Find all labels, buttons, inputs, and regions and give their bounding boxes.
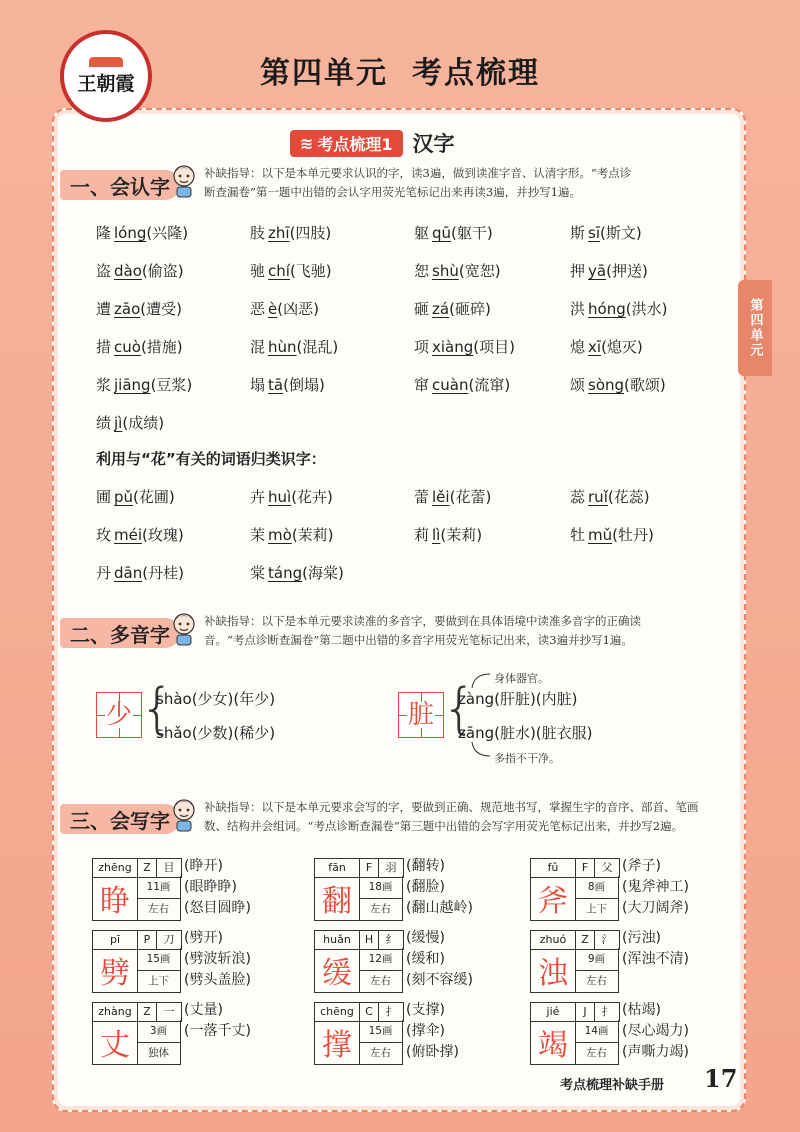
word-item — [96, 412, 164, 433]
word-item — [250, 562, 344, 583]
word-item — [96, 374, 192, 395]
card-initial: H — [360, 931, 379, 949]
card-word: (鬼斧神工) — [622, 879, 689, 895]
word-pinyin: xī — [588, 338, 602, 356]
card-word: (声嘶力竭) — [622, 1044, 689, 1060]
word-pinyin: lěi — [432, 488, 450, 506]
card-pinyin: huǎn — [315, 931, 360, 949]
wave-icon: ≋ — [300, 133, 314, 153]
card-word: (撑伞) — [406, 1023, 445, 1039]
word-char: 隆 — [96, 224, 112, 242]
word-item — [570, 486, 650, 507]
word-item — [414, 524, 482, 545]
card-structure: 左右 — [575, 1042, 619, 1065]
student-icon — [170, 612, 198, 646]
card-word: (大刀阔斧) — [622, 900, 689, 916]
part3-note — [204, 798, 699, 836]
card-words — [622, 928, 689, 970]
word-example: (歌颂) — [624, 376, 666, 394]
card-word: (劈头盖脸) — [184, 972, 251, 988]
word-pinyin: táng — [268, 564, 303, 582]
card-word: (刻不容缓) — [406, 972, 473, 988]
word-char: 蕊 — [570, 488, 586, 506]
word-char: 项 — [414, 338, 430, 356]
writing-card — [530, 1002, 730, 1068]
card-word: (劈波斩浪) — [184, 951, 251, 967]
word-item — [570, 298, 667, 319]
card-word: (枯竭) — [622, 1002, 661, 1018]
word-char: 砸 — [414, 300, 430, 318]
word-item — [570, 336, 643, 357]
student-icon — [170, 798, 198, 832]
polyphone-reading: zàng(肝脏)(内脏) — [458, 690, 578, 708]
word-item — [96, 486, 175, 507]
word-pinyin: dān — [114, 564, 143, 582]
page-number: 17 — [704, 1064, 738, 1093]
word-example: (飞驰) — [289, 262, 332, 280]
card-radical: 纟 — [385, 933, 397, 946]
page-title — [0, 48, 800, 92]
word-pinyin: lì — [432, 526, 441, 544]
word-item — [414, 260, 501, 281]
card-structure: 上下 — [137, 970, 181, 993]
word-char: 措 — [96, 338, 112, 356]
word-example: (遭受) — [140, 300, 182, 318]
card-strokes: 15画 — [137, 948, 181, 971]
word-pinyin: huì — [268, 488, 292, 506]
word-item — [414, 336, 515, 357]
card-initial: Z — [138, 859, 157, 877]
word-item — [414, 298, 491, 319]
card-character: 缓 — [314, 948, 360, 993]
part3-note-line: 补缺指导：以下是本单元要求会写的字，要做到正确、规范地书写，掌握生字的音序、部首、笔画 — [204, 800, 699, 814]
word-example: (四肢) — [289, 224, 332, 242]
card-initial: F — [576, 859, 595, 877]
word-example: (花蕾) — [449, 488, 492, 506]
unit-title: 第四单元 — [260, 56, 388, 91]
word-example: (措施) — [140, 338, 183, 356]
card-pinyin: jié — [531, 1003, 576, 1021]
word-item — [96, 336, 183, 357]
word-example: (成绩) — [122, 414, 165, 432]
word-item — [414, 486, 491, 507]
word-char: 熄 — [570, 338, 586, 356]
word-example: (茉莉) — [440, 526, 483, 544]
section-banner — [290, 128, 455, 158]
part2-note — [204, 612, 641, 650]
card-strokes: 8画 — [575, 876, 619, 899]
card-strokes: 18画 — [359, 876, 403, 899]
word-char: 圃 — [96, 488, 112, 506]
card-strokes: 15画 — [359, 1020, 403, 1043]
card-strokes: 12画 — [359, 948, 403, 971]
card-pinyin: zhàng — [93, 1003, 138, 1021]
card-pinyin: pī — [93, 931, 138, 949]
word-pinyin: shù — [432, 262, 459, 280]
word-char: 莉 — [414, 526, 430, 544]
word-example: (宽恕) — [458, 262, 501, 280]
word-example: (牡丹) — [612, 526, 654, 544]
card-word: (尽心竭力) — [622, 1023, 689, 1039]
polyphone-char-box — [398, 692, 444, 738]
card-word: (丈量) — [184, 1002, 223, 1018]
word-char: 卉 — [250, 488, 266, 506]
card-word: (斧子) — [622, 858, 661, 874]
word-item — [96, 222, 188, 243]
word-example: (海棠) — [302, 564, 344, 582]
card-radical: 氵 — [601, 933, 613, 946]
word-char: 绩 — [96, 414, 112, 432]
word-example: (流窜) — [468, 376, 511, 394]
writing-card — [530, 930, 730, 996]
part3-label: 三、会写字 — [60, 804, 180, 834]
word-item — [570, 374, 666, 395]
card-strokes: 3画 — [137, 1020, 181, 1043]
student-icon — [170, 164, 198, 198]
polyphone-char-box — [96, 692, 142, 738]
card-strokes: 9画 — [575, 948, 619, 971]
word-example: (丹桂) — [142, 564, 184, 582]
word-char: 茉 — [250, 526, 266, 544]
word-item — [250, 524, 334, 545]
hint-bottom: 多指不干净。 — [494, 752, 560, 765]
card-strokes: 14画 — [575, 1020, 619, 1043]
word-char: 浆 — [96, 376, 112, 394]
word-example: (豆浆) — [150, 376, 193, 394]
card-head — [92, 1002, 182, 1022]
card-head — [92, 858, 182, 878]
card-words — [184, 1000, 251, 1042]
word-pinyin: cuò — [114, 338, 141, 356]
card-structure: 独体 — [137, 1042, 181, 1065]
card-word: (缓慢) — [406, 930, 445, 946]
word-char: 洪 — [570, 300, 586, 318]
card-head — [530, 858, 620, 878]
card-head — [314, 858, 404, 878]
word-item — [96, 562, 184, 583]
card-character: 翻 — [314, 876, 360, 921]
polyphone-reading: zāng(脏水)(脏衣服) — [458, 724, 593, 742]
card-word: (浑浊不清) — [622, 951, 689, 967]
card-head — [92, 930, 182, 950]
word-example: (砸碎) — [449, 300, 491, 318]
card-word: (翻山越岭) — [406, 900, 473, 916]
word-char: 丹 — [96, 564, 112, 582]
banner-badge-label: 考点梳理1 — [317, 134, 393, 154]
card-structure: 上下 — [575, 898, 619, 921]
card-head — [314, 1002, 404, 1022]
word-example: (洪水) — [625, 300, 668, 318]
brace-icon: { — [442, 677, 477, 740]
part2-note-line: 补缺指导：以下是本单元要求读准的多音字，要做到在具体语境中读准多音字的正确读 — [204, 614, 641, 628]
card-pinyin: zhēng — [93, 859, 138, 877]
writing-card — [314, 930, 514, 996]
card-strokes: 11画 — [137, 876, 181, 899]
card-radical: 一 — [163, 1005, 175, 1018]
word-item — [250, 222, 331, 243]
card-head — [314, 930, 404, 950]
card-character: 竭 — [530, 1020, 576, 1065]
word-char: 塌 — [250, 376, 266, 394]
word-pinyin: xiàng — [432, 338, 474, 356]
part1-note-line: 断查漏卷”第一题中出错的会认字用荧光笔标记出来再读3遍，并抄写1遍。 — [204, 185, 582, 199]
card-words — [184, 856, 251, 919]
word-item — [250, 374, 325, 395]
card-words — [622, 1000, 689, 1063]
word-example: (躯干) — [451, 224, 493, 242]
card-word: (眼睁睁) — [184, 879, 237, 895]
word-pinyin: cuàn — [432, 376, 469, 394]
word-pinyin: lóng — [114, 224, 147, 242]
polyphone-char: 少 — [105, 700, 132, 730]
word-item — [414, 222, 493, 243]
word-char: 颂 — [570, 376, 586, 394]
word-example: (凶恶) — [277, 300, 319, 318]
part1-label: 一、会认字 — [60, 170, 180, 200]
card-word: (怒目圆睁) — [184, 900, 251, 916]
card-words — [406, 1000, 459, 1063]
word-example: (玫瑰) — [142, 526, 184, 544]
card-structure: 左右 — [359, 898, 403, 921]
logo-text: 王朝霞 — [77, 72, 135, 95]
word-char: 肢 — [250, 224, 266, 242]
word-pinyin: zá — [432, 300, 450, 318]
part2-note-line: 音。“考点诊断查漏卷”第二题中出错的多音字用荧光笔标记出来，读3遍并抄写1遍。 — [204, 633, 633, 647]
writing-card — [92, 930, 292, 996]
writing-card — [92, 858, 292, 924]
card-structure: 左右 — [575, 970, 619, 993]
card-character: 斧 — [530, 876, 576, 921]
card-word: (污浊) — [622, 930, 661, 946]
word-pinyin: jiāng — [114, 376, 151, 394]
word-item — [250, 486, 333, 507]
card-initial: P — [138, 931, 157, 949]
part1-note — [204, 164, 631, 202]
word-item — [250, 336, 338, 357]
word-example: (押送) — [606, 262, 648, 280]
word-pinyin: méi — [114, 526, 143, 544]
word-char: 斯 — [570, 224, 586, 242]
word-example: (偷盗) — [141, 262, 184, 280]
brace-icon: { — [140, 677, 175, 740]
card-character: 丈 — [92, 1020, 138, 1065]
hint-top: 身体器官。 — [494, 672, 549, 685]
card-pinyin: zhuó — [531, 931, 576, 949]
card-initial: J — [576, 1003, 595, 1021]
card-character: 劈 — [92, 948, 138, 993]
word-item — [250, 298, 319, 319]
word-pinyin: zāo — [114, 300, 141, 318]
card-words — [406, 928, 473, 991]
part3-note-line: 数、结构并会组词。“考点诊断查漏卷”第三题中出错的会写字用荧光笔标记出来，并抄写2遍。 — [204, 819, 684, 833]
word-pinyin: chí — [268, 262, 290, 280]
word-pinyin: pǔ — [114, 488, 134, 506]
banner-title: 汉字 — [412, 132, 455, 156]
writing-card — [92, 1002, 292, 1068]
word-example: (花圃) — [133, 488, 175, 506]
card-radical: 刀 — [163, 933, 175, 946]
card-structure: 左右 — [359, 970, 403, 993]
word-char: 遭 — [96, 300, 112, 318]
word-pinyin: dào — [114, 262, 142, 280]
card-structure: 左右 — [137, 898, 181, 921]
part1-note-line: 补缺指导：以下是本单元要求认识的字，读3遍，做到读准字音、认清字形。“考点诊 — [204, 166, 632, 180]
word-char: 恕 — [414, 262, 430, 280]
card-words — [406, 856, 473, 919]
word-char: 玫 — [96, 526, 112, 544]
word-item — [414, 374, 510, 395]
card-head — [530, 930, 620, 950]
writing-card — [530, 858, 730, 924]
word-pinyin: è — [268, 300, 278, 318]
part2-label: 二、多音字 — [60, 618, 180, 648]
card-radical: 扌 — [601, 1005, 613, 1018]
unit-subtitle: 考点梳理 — [412, 56, 540, 91]
word-char: 混 — [250, 338, 266, 356]
word-char: 押 — [570, 262, 586, 280]
word-example: (项目) — [473, 338, 515, 356]
word-pinyin: ruǐ — [588, 488, 608, 506]
word-item — [570, 260, 648, 281]
card-structure: 左右 — [359, 1042, 403, 1065]
word-pinyin: tā — [268, 376, 284, 394]
card-character: 浊 — [530, 948, 576, 993]
word-example: (花蕊) — [607, 488, 650, 506]
word-char: 棠 — [250, 564, 266, 582]
word-example: (熄灭) — [601, 338, 643, 356]
word-pinyin: mò — [268, 526, 292, 544]
word-pinyin: hóng — [588, 300, 626, 318]
word-pinyin: jì — [114, 414, 123, 432]
word-char: 驰 — [250, 262, 266, 280]
card-radical: 目 — [163, 861, 175, 874]
word-char: 牡 — [570, 526, 586, 544]
card-initial: Z — [576, 931, 595, 949]
polyphone-reading: shào(少女)(年少) — [156, 690, 276, 708]
word-pinyin: sòng — [588, 376, 625, 394]
word-pinyin: qū — [432, 224, 452, 242]
word-example: (混乱) — [296, 338, 339, 356]
card-pinyin: fǔ — [531, 859, 576, 877]
word-item — [96, 298, 182, 319]
card-word: (翻转) — [406, 858, 445, 874]
polyphone-char: 脏 — [407, 700, 434, 730]
word-item — [570, 524, 654, 545]
card-word: (缓和) — [406, 951, 445, 967]
word-example: (兴隆) — [146, 224, 189, 242]
card-word: (俯卧撑) — [406, 1044, 459, 1060]
banner-badge — [290, 130, 403, 157]
card-word: (一落千丈) — [184, 1023, 251, 1039]
side-tab-unit[interactable]: 第四单元 — [738, 280, 772, 376]
word-char: 躯 — [414, 224, 430, 242]
word-example: (倒塌) — [283, 376, 325, 394]
word-example: (茉莉) — [291, 526, 334, 544]
card-word: (睁开) — [184, 858, 223, 874]
writing-card — [314, 1002, 514, 1068]
card-word: (翻脸) — [406, 879, 445, 895]
word-pinyin: sī — [588, 224, 600, 242]
footer-text: 考点梳理补缺手册 — [560, 1078, 665, 1093]
word-char: 蕾 — [414, 488, 430, 506]
word-char: 窜 — [414, 376, 430, 394]
card-word: (劈开) — [184, 930, 223, 946]
card-initial: F — [360, 859, 379, 877]
card-character: 睁 — [92, 876, 138, 921]
card-radical: 扌 — [385, 1005, 397, 1018]
flower-subhead: 利用与“花”有关的词语归类识字： — [96, 450, 326, 468]
word-item — [250, 260, 332, 281]
word-pinyin: zhī — [268, 224, 290, 242]
card-character: 撑 — [314, 1020, 360, 1065]
word-example: (花卉) — [291, 488, 333, 506]
word-char: 恶 — [250, 300, 266, 318]
card-word: (支撑) — [406, 1002, 445, 1018]
card-words — [622, 856, 689, 919]
polyphone-reading: shǎo(少数)(稀少) — [156, 724, 276, 742]
card-head — [530, 1002, 620, 1022]
word-char: 盗 — [96, 262, 112, 280]
card-initial: Z — [138, 1003, 157, 1021]
word-pinyin: hùn — [268, 338, 297, 356]
card-initial: C — [360, 1003, 379, 1021]
card-pinyin: fān — [315, 859, 360, 877]
word-pinyin: yā — [588, 262, 607, 280]
word-pinyin: mǔ — [588, 526, 613, 544]
word-item — [96, 260, 184, 281]
word-item — [570, 222, 642, 243]
card-pinyin: chēng — [315, 1003, 360, 1021]
word-item — [96, 524, 184, 545]
card-words — [184, 928, 251, 991]
card-radical: 羽 — [385, 861, 397, 874]
word-example: (斯文) — [600, 224, 642, 242]
writing-card — [314, 858, 514, 924]
card-radical: 父 — [601, 861, 613, 874]
